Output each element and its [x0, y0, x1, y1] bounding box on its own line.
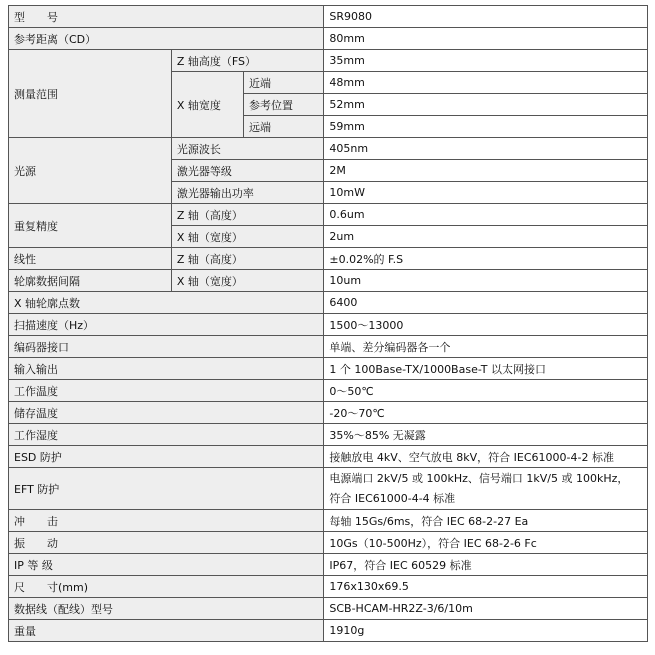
row-label-light: 光源 — [9, 138, 172, 204]
row-value-weight: 1910g — [324, 620, 648, 642]
row-value-eft-line2: 符合 IEC61000-4-4 标准 — [329, 491, 456, 505]
row-value-range-z: 35mm — [324, 50, 648, 72]
row-label-scan-speed: 扫描速度（Hz） — [9, 314, 324, 336]
sub-label-range-ref: 参考位置 — [243, 94, 323, 116]
sub-label-wavelength: 光源波长 — [171, 138, 324, 160]
table-row — [9, 554, 648, 576]
row-value-repeat-x: 2um — [324, 226, 648, 248]
row-value-scan-speed: 1500～13000 — [324, 314, 648, 336]
row-label-repeat: 重复精度 — [9, 204, 172, 248]
row-value-ip: IP67，符合 IEC 60529 标准 — [324, 554, 648, 576]
table-row — [9, 204, 648, 226]
sub-label-laser-power: 激光器输出功率 — [171, 182, 324, 204]
row-value-model: SR9080 — [324, 6, 648, 28]
table-row — [9, 292, 648, 314]
table-row — [9, 28, 648, 50]
table-row — [9, 358, 648, 380]
table-row — [9, 138, 648, 160]
table-row — [9, 510, 648, 532]
row-label-op-humidity: 工作湿度 — [9, 424, 324, 446]
sub-label-repeat-x: X 轴（宽度） — [171, 226, 324, 248]
sub-label-repeat-z: Z 轴（高度） — [171, 204, 324, 226]
row-label-x-points: X 轴轮廓点数 — [9, 292, 324, 314]
row-label-cable: 数据线（配线）型号 — [9, 598, 324, 620]
table-row — [9, 468, 648, 510]
row-value-shock: 每轴 15Gs/6ms，符合 IEC 68-2-27 Ea — [324, 510, 648, 532]
row-label-store-temp: 储存温度 — [9, 402, 324, 424]
spec-table — [8, 5, 648, 642]
row-value-store-temp: -20～70℃ — [324, 402, 648, 424]
row-label-encoder: 编码器接口 — [9, 336, 324, 358]
row-value-range-near: 48mm — [324, 72, 648, 94]
row-value-cable: SCB-HCAM-HR2Z-3/6/10m — [324, 598, 648, 620]
sub-label-linearity: Z 轴（高度） — [171, 248, 324, 270]
row-label-vibration: 振 动 — [9, 532, 324, 554]
table-row — [9, 50, 648, 72]
table-row — [9, 270, 648, 292]
row-label-eft: EFT 防护 — [9, 468, 324, 510]
table-row — [9, 6, 648, 28]
row-value-profile-interval: 10um — [324, 270, 648, 292]
table-row — [9, 248, 648, 270]
table-row — [9, 336, 648, 358]
row-label-range: 测量范围 — [9, 50, 172, 138]
sub-label-range-near: 近端 — [243, 72, 323, 94]
row-label-ref-distance: 参考距离（CD） — [9, 28, 324, 50]
row-value-x-points: 6400 — [324, 292, 648, 314]
sub-label-range-far: 远端 — [243, 116, 323, 138]
row-value-esd: 接触放电 4kV、空气放电 8kV，符合 IEC61000-4-2 标准 — [324, 446, 648, 468]
table-row — [9, 532, 648, 554]
row-label-profile-interval: 轮廓数据间隔 — [9, 270, 172, 292]
table-row — [9, 402, 648, 424]
row-value-laser-power: 10mW — [324, 182, 648, 204]
row-value-eft-line1: 电源端口 2kV/5 或 100kHz、信号端口 1kV/5 或 100kHz， — [329, 471, 629, 485]
table-row — [9, 598, 648, 620]
table-row — [9, 314, 648, 336]
row-label-size: 尺 寸(mm) — [9, 576, 324, 598]
row-value-op-humidity: 35%～85% 无凝露 — [324, 424, 648, 446]
row-value-eft — [324, 468, 648, 510]
table-row — [9, 576, 648, 598]
sub-label-laser-class: 激光器等级 — [171, 160, 324, 182]
sub-label-range-z: Z 轴高度（FS） — [171, 50, 324, 72]
row-label-shock: 冲 击 — [9, 510, 324, 532]
row-label-linearity: 线性 — [9, 248, 172, 270]
row-label-weight: 重量 — [9, 620, 324, 642]
spec-table-container — [8, 5, 648, 642]
row-value-ref-distance: 80mm — [324, 28, 648, 50]
row-value-op-temp: 0～50℃ — [324, 380, 648, 402]
table-row — [9, 620, 648, 642]
row-value-size: 176x130x69.5 — [324, 576, 648, 598]
row-value-range-far: 59mm — [324, 116, 648, 138]
row-label-model: 型 号 — [9, 6, 324, 28]
table-row — [9, 380, 648, 402]
table-row — [9, 446, 648, 468]
table-row — [9, 424, 648, 446]
row-value-linearity: ±0.02%的 F.S — [324, 248, 648, 270]
row-value-io: 1 个 100Base-TX/1000Base-T 以太网接口 — [324, 358, 648, 380]
row-label-io: 输入输出 — [9, 358, 324, 380]
row-value-vibration: 10Gs（10-500Hz），符合 IEC 68-2-6 Fc — [324, 532, 648, 554]
row-value-repeat-z: 0.6um — [324, 204, 648, 226]
sub-label-range-x: X 轴宽度 — [171, 72, 243, 138]
row-label-op-temp: 工作温度 — [9, 380, 324, 402]
row-value-wavelength: 405nm — [324, 138, 648, 160]
sub-label-profile-interval: X 轴（宽度） — [171, 270, 324, 292]
row-label-esd: ESD 防护 — [9, 446, 324, 468]
row-value-encoder: 单端、差分编码器各一个 — [324, 336, 648, 358]
row-label-ip: IP 等 级 — [9, 554, 324, 576]
row-value-laser-class: 2M — [324, 160, 648, 182]
row-value-range-ref: 52mm — [324, 94, 648, 116]
